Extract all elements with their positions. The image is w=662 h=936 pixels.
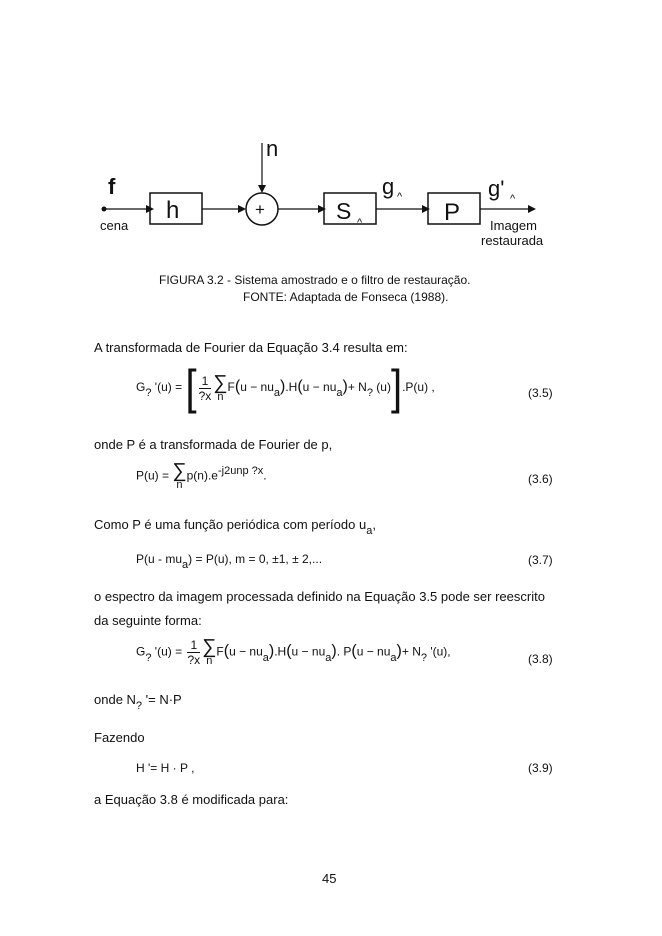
equation-number-3-9: (3.9) <box>528 761 553 775</box>
paragraph-fourier: A transformada de Fourier da Equação 3.4 resulta em: <box>94 340 408 355</box>
label-n: n <box>266 136 279 161</box>
label-g: g <box>382 174 395 199</box>
paragraph-noise-def: onde $N_?$ '= N·P <box>94 692 182 712</box>
paragraph-modified: a Equação 3.8 é modificada para: <box>94 792 289 807</box>
label-cena: cena <box>100 218 129 233</box>
equation-number-3-6: (3.6) <box>528 472 553 486</box>
equation-3-9: H '= H · P , <box>136 761 195 775</box>
paragraph-fazendo: Fazendo <box>94 730 145 745</box>
equation-number-3-5: (3.5) <box>528 386 553 400</box>
paragraph-p-transform: onde P é a transformada de Fourier de p, <box>94 437 333 452</box>
label-h: h <box>166 197 180 224</box>
figure-caption-line2: FONTE: Adaptada de Fonseca (1988). <box>243 290 449 304</box>
figure-caption-line1: FIGURA 3.2 - Sistema amostrado e o filtro de restauração. <box>159 273 471 287</box>
page-number: 45 <box>322 871 337 886</box>
block-diagram <box>0 0 662 260</box>
equation-number-3-7: (3.7) <box>528 553 553 567</box>
label-imagem: Imagem <box>490 218 537 233</box>
equation-3-8: G? '(u) = $\frac{1}{?x}$ ∑ n F(u − nua).H(u − nua). P(u − nua)+ N? '(u), <box>136 636 451 667</box>
label-restaurada: restaurada <box>481 233 544 248</box>
paragraph-periodic: Como P é uma função periódica com período $u_a$, <box>94 517 376 537</box>
label-s-sub: ^ <box>357 217 363 229</box>
label-plus: + <box>255 200 265 219</box>
label-g-sub: ^ <box>397 191 403 203</box>
label-p: P <box>444 199 461 226</box>
equation-3-6: P(u) = ∑ n p(n).e-j2unp ?x. <box>136 460 267 491</box>
equation-3-5: G? '(u) = [ $\frac{1}{?x}$ ∑ n F(u − nua).H(u − nua)+ N? (u)].P(u) , <box>136 361 435 415</box>
equation-3-7: P(u - mua) = P(u), m = 0, ±1, ± 2,... <box>136 552 323 571</box>
label-gprime-sub: ^ <box>510 193 516 205</box>
label-gprime: g' <box>488 176 505 201</box>
label-s: S <box>336 198 352 224</box>
equation-number-3-8: (3.8) <box>528 652 553 666</box>
label-f: f <box>108 174 116 199</box>
paragraph-spectrum-line1: o espectro da imagem processada definido na Equação 3.5 pode ser reescrito <box>94 589 545 604</box>
paragraph-spectrum-line2: da seguinte forma: <box>94 613 202 628</box>
